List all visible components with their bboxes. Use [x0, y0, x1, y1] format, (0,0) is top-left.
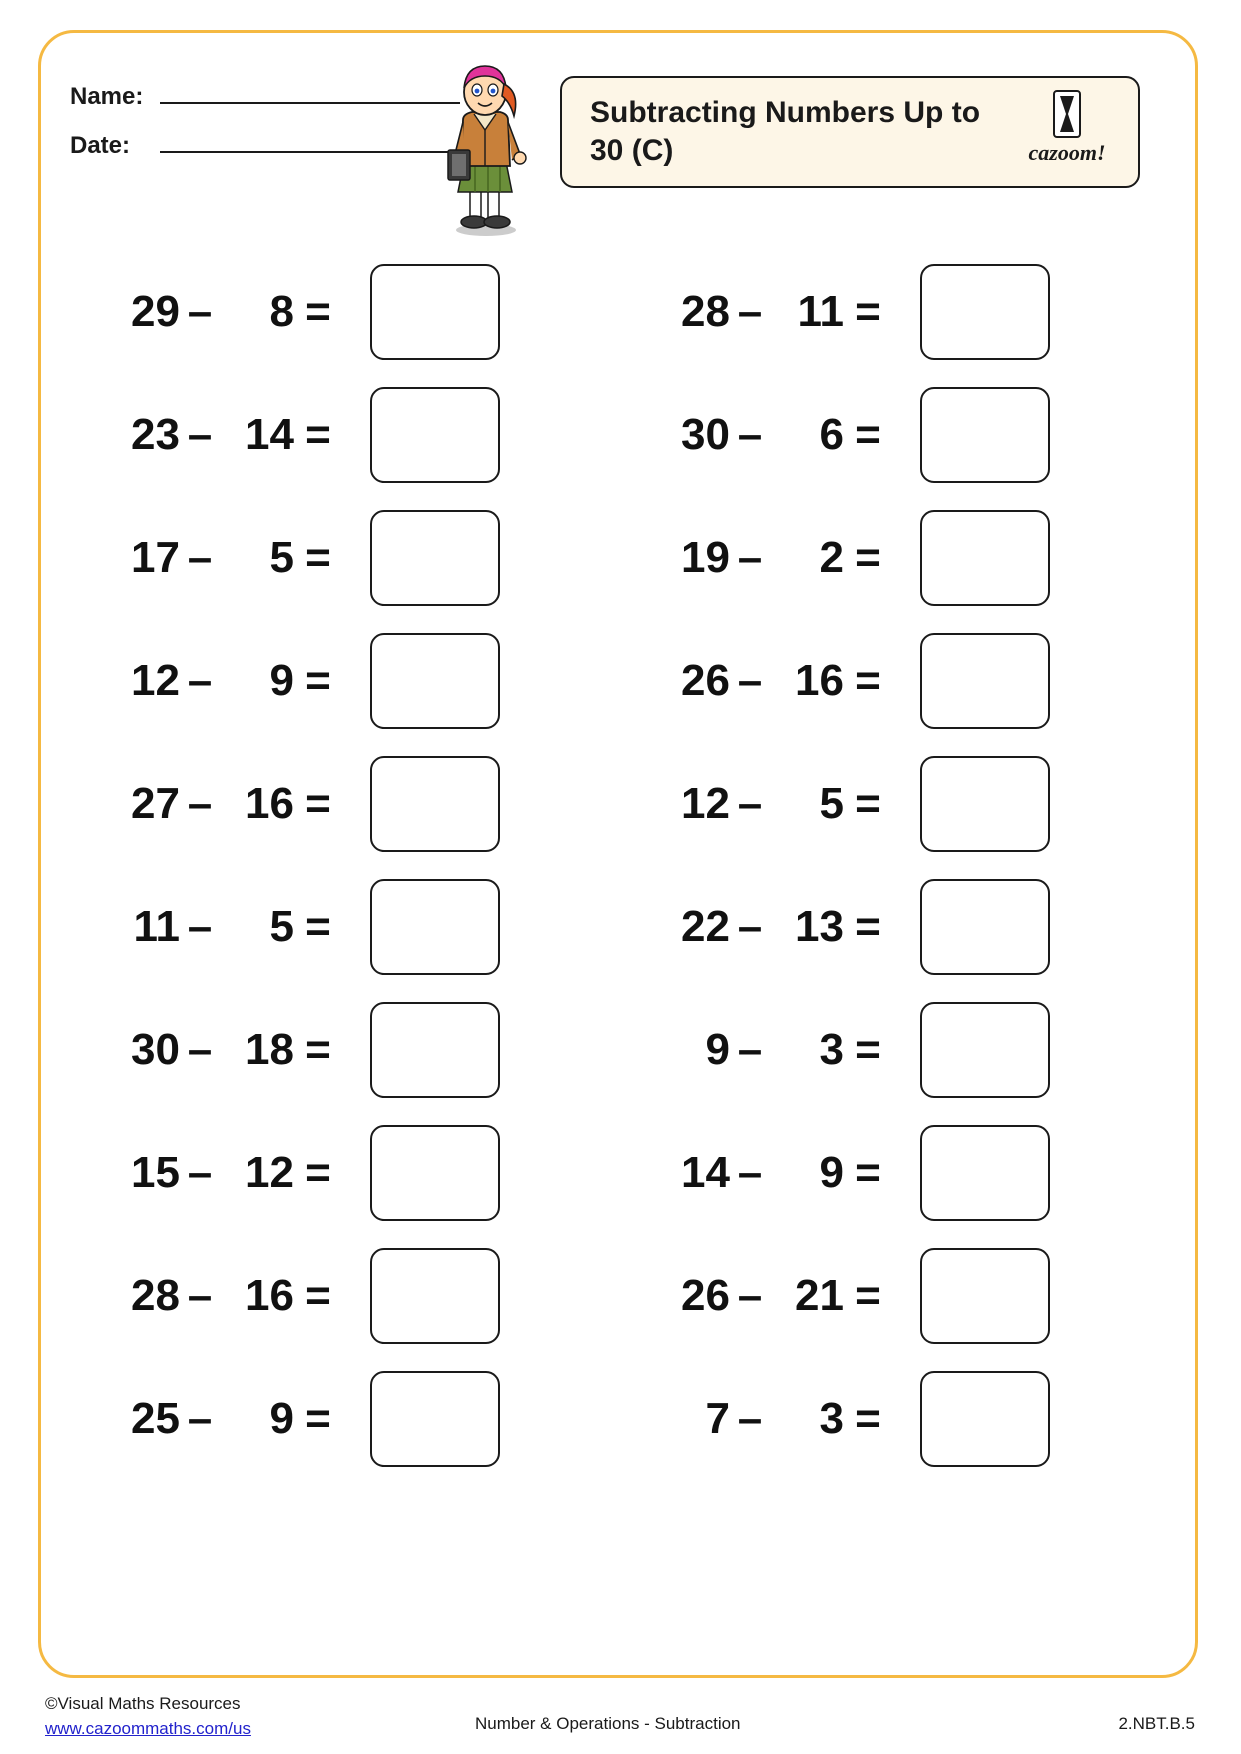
operand-b: 2 [819, 532, 844, 582]
equals-sign: = [305, 409, 331, 459]
equals-sign: = [855, 532, 881, 582]
name-label: Name: [70, 83, 144, 110]
operator: – [187, 1393, 213, 1443]
operand-b: 14 [245, 409, 294, 459]
question-item [70, 250, 620, 373]
question-item [620, 742, 1170, 865]
operand-b: 5 [269, 532, 294, 582]
question-expression [70, 1148, 370, 1198]
equals-sign: = [855, 778, 881, 828]
equals-sign: = [305, 1393, 331, 1443]
answer-box[interactable] [920, 1002, 1050, 1098]
operand-a: 29 [131, 286, 180, 336]
footer-topic: Number & Operations - Subtraction [475, 1714, 741, 1733]
operator: – [737, 1270, 763, 1320]
name-input-line[interactable] [160, 80, 460, 104]
answer-box[interactable] [920, 879, 1050, 975]
equals-sign: = [305, 532, 331, 582]
equals-sign: = [855, 1270, 881, 1320]
question-expression [70, 902, 370, 952]
operator: – [187, 901, 213, 951]
operand-b: 11 [797, 286, 844, 336]
operand-b: 16 [245, 1270, 294, 1320]
equals-sign: = [855, 409, 881, 459]
operand-a: 7 [705, 1393, 730, 1443]
equals-sign: = [855, 655, 881, 705]
question-item [620, 865, 1170, 988]
date-label: Date: [70, 132, 131, 159]
operand-b: 18 [245, 1024, 294, 1074]
operand-b: 21 [795, 1270, 844, 1320]
question-item [620, 619, 1170, 742]
operand-b: 5 [269, 901, 294, 951]
question-item [70, 1234, 620, 1357]
answer-box[interactable] [370, 756, 500, 852]
operand-b: 3 [819, 1393, 844, 1443]
question-item [620, 988, 1170, 1111]
operator: – [187, 778, 213, 828]
operand-a: 22 [681, 901, 730, 951]
operator: – [737, 532, 763, 582]
operand-b: 9 [819, 1147, 844, 1197]
copyright-text: ©Visual Maths Resources [45, 1694, 241, 1713]
question-expression [620, 656, 920, 706]
hourglass-icon [1050, 90, 1084, 138]
question-item [70, 1111, 620, 1234]
operator: – [737, 1147, 763, 1197]
operator: – [187, 1024, 213, 1074]
date-field-row [70, 129, 460, 160]
question-expression [70, 656, 370, 706]
question-item [70, 742, 620, 865]
operand-a: 28 [681, 286, 730, 336]
page-title: Subtracting Numbers Up to 30 (C) [590, 96, 981, 168]
operator: – [187, 1270, 213, 1320]
operand-b: 16 [795, 655, 844, 705]
question-item [620, 373, 1170, 496]
question-item [620, 1357, 1170, 1480]
operator: – [187, 409, 213, 459]
operator: – [737, 655, 763, 705]
question-expression [620, 1394, 920, 1444]
answer-box[interactable] [370, 264, 500, 360]
operator: – [187, 655, 213, 705]
equals-sign: = [305, 1024, 331, 1074]
answer-box[interactable] [920, 1371, 1050, 1467]
question-item [70, 373, 620, 496]
question-expression [70, 1025, 370, 1075]
equals-sign: = [305, 778, 331, 828]
answer-box[interactable] [920, 387, 1050, 483]
equals-sign: = [305, 1270, 331, 1320]
operand-b: 3 [819, 1024, 844, 1074]
question-expression [620, 1025, 920, 1075]
footer-standard-code: 2.NBT.B.5 [1118, 1714, 1195, 1733]
operator: – [737, 409, 763, 459]
operand-b: 12 [245, 1147, 294, 1197]
operand-a: 12 [681, 778, 730, 828]
operand-a: 30 [681, 409, 730, 459]
operand-a: 25 [131, 1393, 180, 1443]
question-item [70, 865, 620, 988]
answer-box[interactable] [370, 510, 500, 606]
question-item [620, 250, 1170, 373]
operand-a: 26 [681, 1270, 730, 1320]
question-expression [620, 779, 920, 829]
question-expression [70, 779, 370, 829]
equals-sign: = [855, 1147, 881, 1197]
worksheet-header [70, 58, 1170, 238]
operand-b: 6 [819, 409, 844, 459]
operand-b: 8 [269, 286, 294, 336]
cazoom-logo [1012, 90, 1122, 176]
answer-box[interactable] [920, 1125, 1050, 1221]
equals-sign: = [855, 901, 881, 951]
equals-sign: = [855, 1393, 881, 1443]
operand-a: 30 [131, 1024, 180, 1074]
question-expression [620, 533, 920, 583]
question-item [620, 496, 1170, 619]
answer-box[interactable] [920, 756, 1050, 852]
question-expression [620, 1148, 920, 1198]
equals-sign: = [305, 901, 331, 951]
question-expression [620, 1271, 920, 1321]
operand-a: 27 [131, 778, 180, 828]
operator: – [737, 286, 763, 336]
operand-a: 28 [131, 1270, 180, 1320]
equals-sign: = [305, 655, 331, 705]
operator: – [737, 901, 763, 951]
question-item [70, 988, 620, 1111]
operator: – [737, 1024, 763, 1074]
operand-a: 12 [131, 655, 180, 705]
answer-box[interactable] [920, 1248, 1050, 1344]
operator: – [187, 532, 213, 582]
name-field-row [70, 80, 460, 111]
operator: – [737, 778, 763, 828]
answer-box[interactable] [370, 1002, 500, 1098]
question-expression [620, 287, 920, 337]
equals-sign: = [855, 286, 881, 336]
equals-sign: = [305, 1147, 331, 1197]
answer-box[interactable] [370, 1125, 500, 1221]
cazoom-wordmark: cazoom! [1028, 140, 1106, 165]
operand-a: 14 [681, 1147, 730, 1197]
operand-a: 9 [705, 1024, 730, 1074]
question-expression [620, 410, 920, 460]
operand-a: 26 [681, 655, 730, 705]
question-item [70, 1357, 620, 1480]
answer-box[interactable] [370, 879, 500, 975]
question-expression [70, 1271, 370, 1321]
operator: – [737, 1393, 763, 1443]
question-expression [70, 1394, 370, 1444]
website-link[interactable]: www.cazoommaths.com/us [45, 1718, 251, 1738]
operand-a: 19 [681, 532, 730, 582]
question-expression [70, 533, 370, 583]
operand-a: 17 [131, 532, 180, 582]
operand-b: 13 [795, 901, 844, 951]
question-expression [70, 410, 370, 460]
equals-sign: = [305, 286, 331, 336]
date-input-line[interactable] [160, 129, 460, 153]
question-item [70, 496, 620, 619]
student-girl-illustration [430, 58, 540, 238]
answer-box[interactable] [370, 1371, 500, 1467]
answer-box[interactable] [370, 1248, 500, 1344]
operand-a: 23 [131, 409, 180, 459]
operand-b: 16 [245, 778, 294, 828]
question-expression [70, 287, 370, 337]
answer-box[interactable] [920, 633, 1050, 729]
question-expression [620, 902, 920, 952]
answer-box[interactable] [370, 387, 500, 483]
questions-grid [70, 250, 1170, 1480]
answer-box[interactable] [920, 264, 1050, 360]
operand-b: 9 [269, 1393, 294, 1443]
name-date-fields [70, 80, 460, 178]
question-item [620, 1234, 1170, 1357]
title-box [560, 76, 1140, 188]
operator: – [187, 286, 213, 336]
footer-left [45, 1692, 251, 1741]
operator: – [187, 1147, 213, 1197]
question-item [70, 619, 620, 742]
answer-box[interactable] [920, 510, 1050, 606]
operand-b: 9 [269, 655, 294, 705]
operand-b: 5 [819, 778, 844, 828]
question-item [620, 1111, 1170, 1234]
operand-a: 15 [131, 1147, 180, 1197]
operand-a: 11 [133, 901, 180, 951]
answer-box[interactable] [370, 633, 500, 729]
equals-sign: = [855, 1024, 881, 1074]
